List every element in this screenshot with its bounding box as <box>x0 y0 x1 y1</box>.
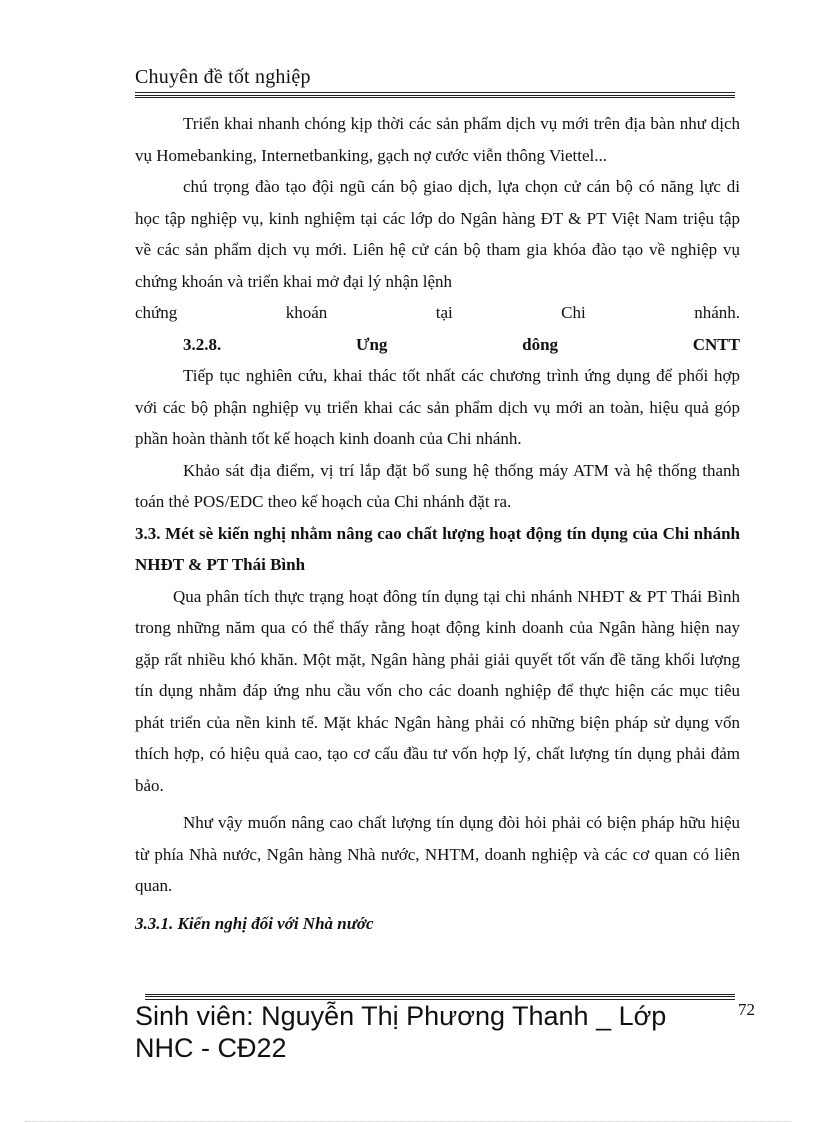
heading-word: Ưng <box>355 334 388 354</box>
page-number: 72 <box>738 1000 755 1019</box>
paragraph: Khảo sát địa điểm, vị trí lắp đặt bổ sung hệ thống máy ATM và hệ thống thanh toán thẻ POS/EDC theo kế hoạch của Chi nhánh đặt ra. <box>135 460 740 511</box>
paragraph-last-line: chứng khoán tại Chi nhánh. <box>135 303 740 322</box>
heading-word: CNTT <box>692 334 740 354</box>
heading-word: dông <box>522 334 559 354</box>
footer-student-info: Sinh viên: Nguyễn Thị Phương Thanh _ Lớp NHC - CĐ22 <box>135 1001 667 1063</box>
heading-number: 3.2.8. <box>183 334 222 354</box>
paragraph: chú trọng đào tạo đội ngũ cán bộ giao dịch, lựa chọn cử cán bộ có năng lực di học tập nghiệp vụ, kinh nghiệm tại các lớp do Ngân hàng ĐT & PT Việt Nam triệu tập về các sản phẩm dịch vụ mới. Liên hệ cử cán bộ tham gia khóa đào tạo về nghiệp vụ chứng khoán và triển khai mở đại lý nhận lệnh <box>135 177 740 291</box>
page-edge-divider <box>25 1121 791 1122</box>
section-heading-3-2-8 <box>135 329 740 361</box>
document-body <box>135 108 740 939</box>
section-heading-3-3-1: 3.3.1. Kiến nghị đối với Nhà nước <box>135 913 374 933</box>
paragraph: Tiếp tục nghiên cứu, khai thác tốt nhất các chương trình ứng dụng để phối hợp với các bộ phận nghiệp vụ triển khai các sản phẩm dịch vụ mới an toàn, hiệu quả góp phần hoàn thành tốt kế hoạch kinh doanh của Chi nhánh. <box>135 366 740 448</box>
paragraph: Triển khai nhanh chóng kịp thời các sản phẩm dịch vụ mới trên địa bàn như dịch vụ Homebanking, Internetbanking, gạch nợ cước viễn thông Viettel... <box>135 114 740 165</box>
header-divider <box>135 92 735 98</box>
paragraph: Như vậy muốn nâng cao chất lượng tín dụng đòi hỏi phải có biện pháp hữu hiệu từ phía Nhà nước, Ngân hàng Nhà nước, NHTM, doanh nghiệp và các cơ quan có liên quan. <box>135 813 740 895</box>
page-header-title: Chuyên đề tốt nghiệp <box>135 66 311 88</box>
section-heading-3-3: 3.3. Mét sè kiến nghị nhằm nâng cao chất lượng hoạt động tín dụng của Chi nhánh NHĐT & PT Thái Bình <box>135 523 740 574</box>
paragraph: Qua phân tích thực trạng hoạt đông tín dụng tại chi nhánh NHĐT & PT Thái Bình trong những năm qua có thể thấy rằng hoạt động kinh doanh của Ngân hàng hiện nay gặp rất nhiều khó khăn. Một mặt, Ngân hàng phải giải quyết tốt vấn đề tăng khối lượng tín dụng nhằm đáp ứng nhu cầu vốn cho các doanh nghiệp để thực hiện các mục tiêu phát triển của nền kinh tế. Mặt khác Ngân hàng phải có những biện pháp sử dụng vốn thích hợp, có hiệu quả cao, tạo cơ cấu đầu tư vốn hợp lý, chất lượng tín dụng phải đảm bảo. <box>135 586 740 795</box>
